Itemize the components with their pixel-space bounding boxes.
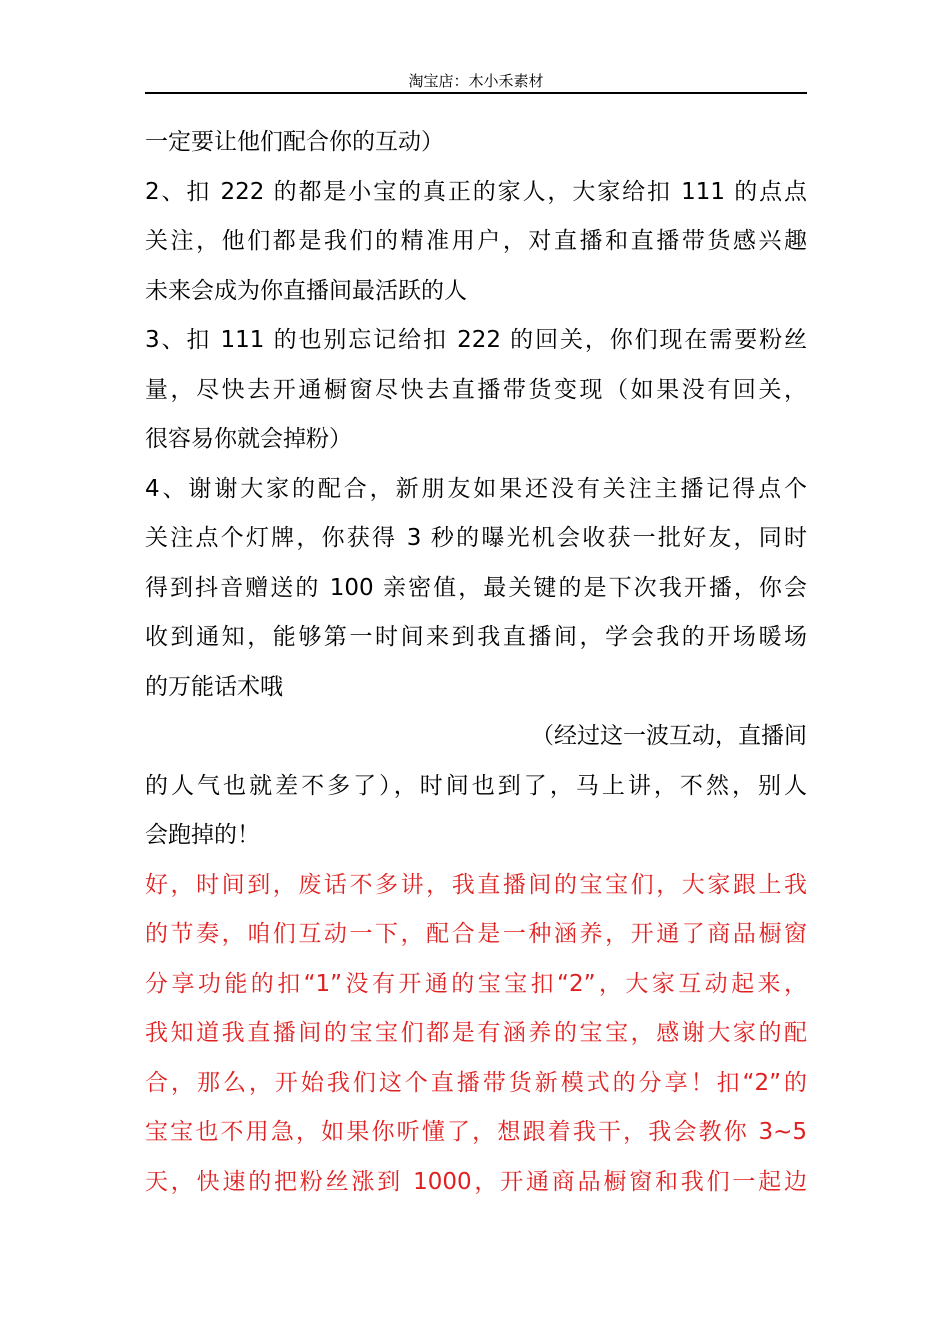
text-line: 一定要让他们配合你的互动） <box>145 129 444 155</box>
highlight-line: 我知道我直播间的宝宝们都是有涵养的宝宝，感谢大家的配 <box>145 1020 807 1046</box>
highlight-line: 分享功能的扣“1”没有开通的宝宝扣“2”，大家互动起来， <box>145 970 807 997</box>
text-line: 4、谢谢大家的配合，新朋友如果还没有关注主播记得点个 <box>145 475 807 502</box>
text-line: 2、扣 222 的都是小宝的真正的家人，大家给扣 111 的点点 <box>145 178 807 205</box>
highlight-line: 合，那么，开始我们这个直播带货新模式的分享！扣“2”的 <box>145 1069 807 1096</box>
header-rule <box>145 92 807 94</box>
text-line: 3、扣 111 的也别忘记给扣 222 的回关，你们现在需要粉丝 <box>145 327 807 353</box>
text-line: 收到通知，能够第一时间来到我直播间，学会我的开场暖场 <box>145 624 807 650</box>
text-line: 得到抖音赠送的 100 亲密值，最关键的是下次我开播，你会 <box>145 574 807 601</box>
text-line: （经过这一波互动，直播间 <box>531 723 807 749</box>
highlight-line: 宝宝也不用急，如果你听懂了，想跟着我干，我会教你 3~5 <box>145 1119 807 1145</box>
text-line: 关注点个灯牌，你获得 3 秒的曝光机会收获一批好友，同时 <box>145 525 807 551</box>
text-line: 很容易你就会掉粉） <box>145 426 352 452</box>
document-body <box>145 118 807 1207</box>
text-line: 量，尽快去开通橱窗尽快去直播带货变现（如果没有回关， <box>145 376 807 403</box>
highlight-line: 的节奏，咱们互动一下，配合是一种涵养，开通了商品橱窗 <box>145 921 807 947</box>
highlight-line: 天，快速的把粉丝涨到 1000，开通商品橱窗和我们一起边 <box>145 1168 807 1195</box>
text-line: 的万能话术哦 <box>145 673 283 700</box>
highlight-line: 好，时间到，废话不多讲，我直播间的宝宝们，大家跟上我 <box>145 871 807 898</box>
text-line: 关注，他们都是我们的精准用户，对直播和直播带货感兴趣 <box>145 228 807 254</box>
text-line: 会跑掉的！ <box>145 822 260 848</box>
text-line: 的人气也就差不多了），时间也到了，马上讲，不然，别人 <box>145 772 807 799</box>
page-header: 淘宝店：木小禾素材 <box>408 72 544 90</box>
text-line: 未来会成为你直播间最活跃的人 <box>145 277 467 304</box>
